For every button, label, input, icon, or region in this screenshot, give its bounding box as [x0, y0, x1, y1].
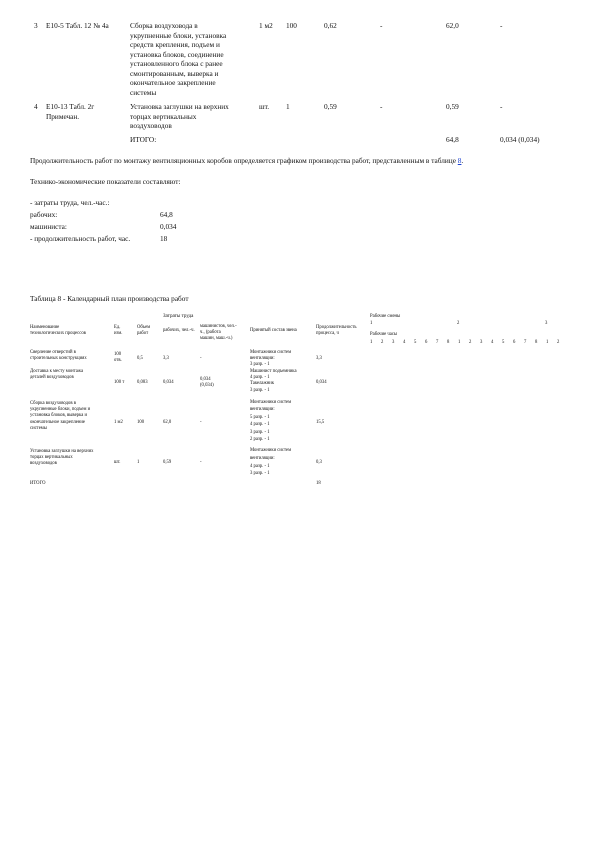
row-number: 4 [34, 102, 38, 111]
row-description: Сборка воздуховода в укрупненные блоки, установка средств крепления, подъем и установка блоков, соединение установленного блока с ранее смонтированным, выверка и окончательное закрепление системы [130, 21, 227, 97]
table-caption: Таблица 8 - Календарный план производства работ [30, 294, 189, 303]
header-machinists: машинистов, чел.- ч., (работа машин, маш.-ч.) [200, 324, 237, 342]
schedule-crew: Монтажники систем вентиляции: 3 разр. - 1 [250, 350, 292, 368]
schedule-duration: 0,3 [316, 460, 322, 465]
row-number: 3 [34, 21, 38, 30]
schedule-duration: 15,5 [316, 420, 325, 425]
hour-number: 8 [535, 340, 538, 345]
header-shifts: Рабочие смены [370, 314, 401, 319]
row-quantity: 100 [286, 21, 297, 30]
row-unit: шт. [259, 102, 270, 111]
schedule-machinists: - [200, 420, 202, 425]
header-shift-1: 1 [370, 321, 373, 326]
schedule-workers: 3,3 [163, 356, 169, 361]
header-duration: Продолжительность процесса, ч [316, 325, 357, 337]
schedule-volume: 0,083 [137, 380, 148, 385]
indicator-label: машиниста: [30, 222, 67, 231]
schedule-workers: 0,59 [163, 460, 172, 465]
row-machine-norm: - [380, 102, 383, 111]
schedule-volume: 100 [137, 420, 145, 425]
row-norm: 0,59 [324, 102, 337, 111]
indicator-label: - затраты труда, чел.-час.: [30, 198, 110, 207]
row-total: 0,59 [446, 102, 459, 111]
hour-number: 6 [513, 340, 516, 345]
schedule-unit: 100 т [114, 380, 125, 385]
schedule-name: Доставка к месту монтажа деталей воздуховодов [30, 369, 84, 381]
itogo-machine-total: 0,034 (0,034) [500, 135, 540, 144]
duration-paragraph [30, 156, 580, 166]
header-unit: Ед. изм. [114, 325, 123, 337]
schedule-duration: 3,3 [316, 356, 322, 361]
schedule-machinists: 0,034 (0,034) [200, 377, 214, 389]
row-machine-total: - [500, 102, 503, 111]
indicator-label: - продолжительность работ, час. [30, 234, 131, 243]
itogo-label: ИТОГО: [130, 135, 157, 144]
schedule-workers: 0,034 [163, 380, 174, 385]
header-labor: Затраты труда [163, 313, 194, 319]
row-description: Установка заглушки на верхних торцах вертикальных воздуховодов [130, 102, 229, 130]
hour-number: 7 [436, 340, 439, 345]
row-quantity: 1 [286, 102, 290, 111]
header-shift-3: 3 [545, 321, 548, 326]
header-volume: Объем работ [137, 325, 151, 337]
schedule-machinists: - [200, 356, 202, 361]
schedule-unit: шт. [114, 460, 121, 465]
hour-number: 2 [381, 340, 384, 345]
schedule-unit: 1 м2 [114, 420, 123, 425]
paragraph-text: Продолжительность работ по монтажу вентиляционных коробов определяется графиком производства работ, представленным в таблице [30, 156, 458, 165]
header-hours: Рабочие часы [370, 332, 398, 337]
header-crew: Принятый состав звена [250, 328, 297, 333]
hour-number: 2 [557, 340, 560, 345]
hour-number: 1 [370, 340, 373, 345]
hour-number: 4 [403, 340, 406, 345]
hour-number: 5 [502, 340, 505, 345]
schedule-crew: Машинист подъемника 4 разр. - 1 Такелажник 3 разр. - 1 [250, 369, 297, 393]
hour-number: 2 [469, 340, 472, 345]
indicator-value: 0,034 [160, 222, 177, 231]
table-link[interactable]: 8 [457, 156, 462, 165]
schedule-volume: 0,5 [137, 356, 143, 361]
schedule-crew: Монтажники систем вентиляции: 5 разр. - 1 4 разр. - 1 3 разр. - 1 2 разр. - 1 [250, 400, 292, 443]
row-machine-total: - [500, 21, 503, 30]
hour-number: 1 [458, 340, 461, 345]
indicator-value: 18 [160, 234, 168, 243]
hour-number: 3 [392, 340, 395, 345]
hour-number: 1 [546, 340, 549, 345]
hour-number: 6 [425, 340, 428, 345]
indicators-intro: Технико-экономические показатели составляют: [30, 177, 181, 186]
schedule-volume: 1 [137, 460, 140, 465]
schedule-unit: 100 отв. [114, 352, 122, 364]
row-code: Е10-5 Табл. 12 № 4а [46, 21, 109, 30]
hour-number: 7 [524, 340, 527, 345]
itogo-total: 64,8 [446, 135, 459, 144]
hour-number: 3 [480, 340, 483, 345]
header-shift-2: 2 [457, 321, 460, 326]
schedule-duration: 0,034 [316, 380, 327, 385]
header-name: Наименование технологических процессов [30, 325, 86, 337]
schedule-name: Сборка воздуховодов в укрупненные блоки, подъем и установка блоков, выверка и окончательное закрепление системы [30, 401, 91, 431]
schedule-machinists: - [200, 460, 202, 465]
row-unit: 1 м2 [259, 21, 273, 30]
row-machine-norm: - [380, 21, 383, 30]
schedule-itogo-label: ИТОГО [30, 481, 46, 486]
hour-number: 5 [414, 340, 417, 345]
row-total: 62,0 [446, 21, 459, 30]
schedule-itogo-duration: 18 [316, 481, 321, 486]
row-code: Е10-13 Табл. 2г Примечан. [46, 102, 95, 121]
header-workers: рабочих, чел.-ч. [163, 328, 195, 333]
hour-number: 4 [491, 340, 494, 345]
indicator-label: рабочих: [30, 210, 58, 219]
indicator-value: 64,8 [160, 210, 173, 219]
row-norm: 0,62 [324, 21, 337, 30]
schedule-workers: 62,0 [163, 420, 172, 425]
hour-number: 8 [447, 340, 450, 345]
paragraph-end: . [461, 156, 464, 165]
schedule-name: Сверление отверстий в строительных конструкциях [30, 350, 87, 362]
schedule-crew: Монтажники систем вентиляции: 4 разр. - 1 3 разр. - 1 [250, 448, 292, 477]
schedule-name: Установка заглушки на верхних торцах вертикальных воздуховодов [30, 449, 94, 467]
